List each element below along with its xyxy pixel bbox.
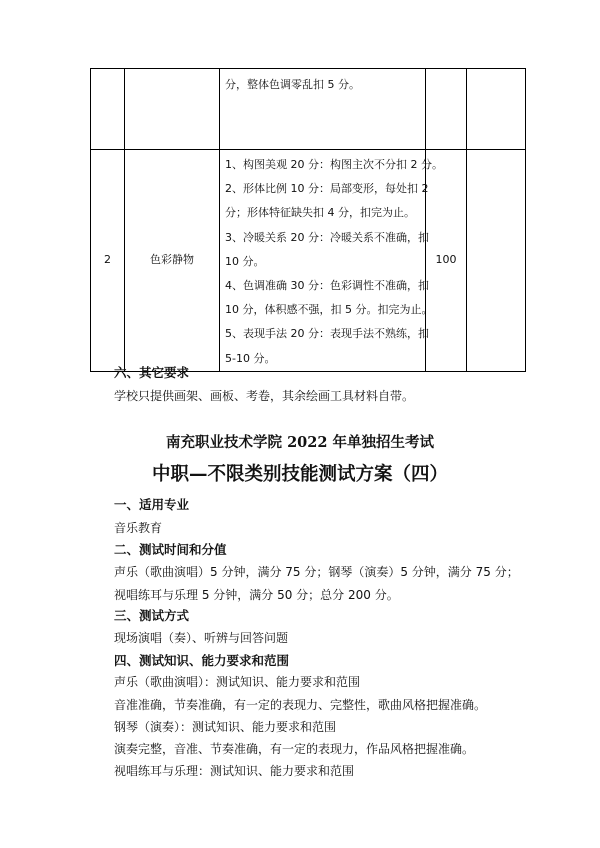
scoring-table — [90, 68, 526, 372]
criteria-cell — [220, 150, 443, 372]
table-row — [91, 69, 526, 150]
criteria-line: 10 分。 — [225, 254, 265, 268]
score-cell: 100 — [426, 150, 467, 372]
item-name-cell: 色彩静物 — [125, 150, 220, 372]
row-number-cell: 2 — [91, 150, 125, 372]
section-body: 声乐（歌曲演唱）5 分钟，满分 75 分；钢琴（演奏）5 分钟，满分 75 分； — [114, 565, 519, 579]
criteria-line: 1、构图美观 20 分：构图主次不分扣 2 分。 — [225, 158, 443, 171]
criteria-line: 5-10 分。 — [225, 351, 276, 365]
criteria-line: 3、冷暖关系 20 分：冷暖关系不准确，扣 — [225, 230, 429, 244]
section-body: 现场演唱（奏）、听辨与回答问题 — [114, 631, 289, 645]
criteria-line: 4、色调准确 30 分：色彩调性不准确，扣 — [225, 279, 429, 293]
criteria-line: 2、形体比例 10 分：局部变形，每处扣 2 — [225, 182, 429, 196]
criteria-cell — [220, 69, 426, 150]
document-subtitle: 中职—不限类别技能测试方案（四） — [151, 464, 448, 485]
section-body: 演奏完整，音准、节奏准确，有一定的表现力，作品风格把握准确。 — [114, 742, 475, 756]
section-heading: 一、适用专业 — [114, 497, 190, 512]
section-body: 视唱练耳与乐理 5 分钟，满分 50 分；总分 200 分。 — [114, 588, 399, 602]
table-row — [91, 150, 526, 372]
note-cell — [467, 69, 526, 150]
criteria-line: 10 分，体积感不强，扣 5 分。扣完为止。 — [225, 303, 433, 317]
section-heading: 三、测试方式 — [114, 608, 190, 623]
section-heading: 六、其它要求 — [114, 365, 190, 380]
criteria-line: 分，整体色调零乱扣 5 分。 — [225, 78, 360, 91]
document-title: 南充职业技术学院 2022 年单独招生考试 — [166, 434, 434, 451]
item-name-cell — [125, 69, 220, 150]
section-body: 声乐（歌曲演唱）：测试知识、能力要求和范围 — [114, 675, 361, 689]
section-heading: 二、测试时间和分值 — [114, 542, 227, 557]
criteria-line: 5、表现手法 20 分：表现手法不熟练，扣 — [225, 327, 429, 341]
section-body: 音乐教育 — [114, 521, 163, 535]
section-body: 学校只提供画架、画板、考卷，其余绘画工具材料自带。 — [114, 389, 415, 403]
row-number-cell — [91, 69, 125, 150]
note-cell — [467, 150, 526, 372]
section-body: 钢琴（演奏）：测试知识、能力要求和范围 — [114, 720, 337, 734]
section-body: 音准准确，节奏准确，有一定的表现力、完整性，歌曲风格把握准确。 — [114, 698, 487, 712]
section-heading: 四、测试知识、能力要求和范围 — [114, 653, 290, 668]
section-body: 视唱练耳与乐理：测试知识、能力要求和范围 — [114, 764, 355, 778]
criteria-line: 分；形体特征缺失扣 4 分，扣完为止。 — [225, 206, 415, 220]
score-cell — [426, 69, 467, 150]
